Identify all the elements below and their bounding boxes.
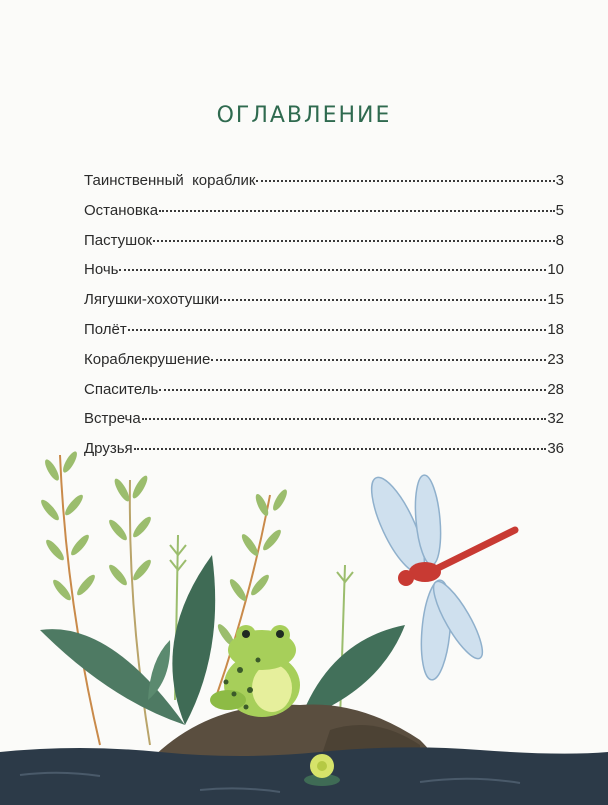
toc-entry-page: 3 <box>555 172 564 189</box>
toc-entry[interactable] <box>84 351 564 381</box>
dot-leader <box>159 389 546 391</box>
toc-entry-title: Ночь <box>84 261 119 279</box>
toc-entry-page: 10 <box>547 261 564 279</box>
dot-leader <box>159 210 555 212</box>
toc-entry-title: Полёт <box>84 320 127 338</box>
toc-entry-title: Кораблекрушение <box>84 350 211 368</box>
frog-icon <box>210 625 300 717</box>
toc-entry-page: 5 <box>555 201 564 219</box>
toc-entry-title: Встреча <box>84 410 141 428</box>
toc-entry-title: Лягушки-хохотушки <box>84 291 220 309</box>
toc-entry-title: Друзья <box>84 440 133 458</box>
dot-leader <box>211 359 546 361</box>
dot-leader <box>119 269 546 271</box>
toc-entry-page: 8 <box>555 231 564 249</box>
toc-entry-page: 32 <box>547 410 564 428</box>
toc-entry[interactable] <box>84 321 564 351</box>
toc-entry-title: Пастушок <box>84 231 153 249</box>
toc-entry-page: 36 <box>547 440 564 458</box>
toc-entry-title: Таинственный кораблик <box>84 172 256 189</box>
pond-illustration <box>0 440 608 805</box>
dot-leader <box>220 299 546 301</box>
toc-entry[interactable] <box>84 291 564 321</box>
toc-entry[interactable] <box>84 232 564 262</box>
toc-entry[interactable] <box>84 381 564 411</box>
dot-leader <box>153 240 555 242</box>
toc-entry-page: 18 <box>547 320 564 338</box>
toc-entry[interactable] <box>84 410 564 440</box>
toc-entry-title: Спаситель <box>84 380 159 398</box>
toc-entry[interactable] <box>84 261 564 291</box>
page-title: ОГЛАВЛЕНИЕ <box>216 102 392 128</box>
toc-entry-page: 23 <box>547 350 564 368</box>
toc-entry-page: 28 <box>547 380 564 398</box>
dot-leader <box>142 418 547 420</box>
toc-entry-page: 15 <box>547 291 564 309</box>
dot-leader <box>256 180 554 182</box>
toc-entry[interactable] <box>84 202 564 232</box>
toc-entry-title: Остановка <box>84 201 159 219</box>
dot-leader <box>128 329 547 331</box>
table-of-contents <box>84 172 564 470</box>
toc-entry[interactable] <box>84 172 564 202</box>
